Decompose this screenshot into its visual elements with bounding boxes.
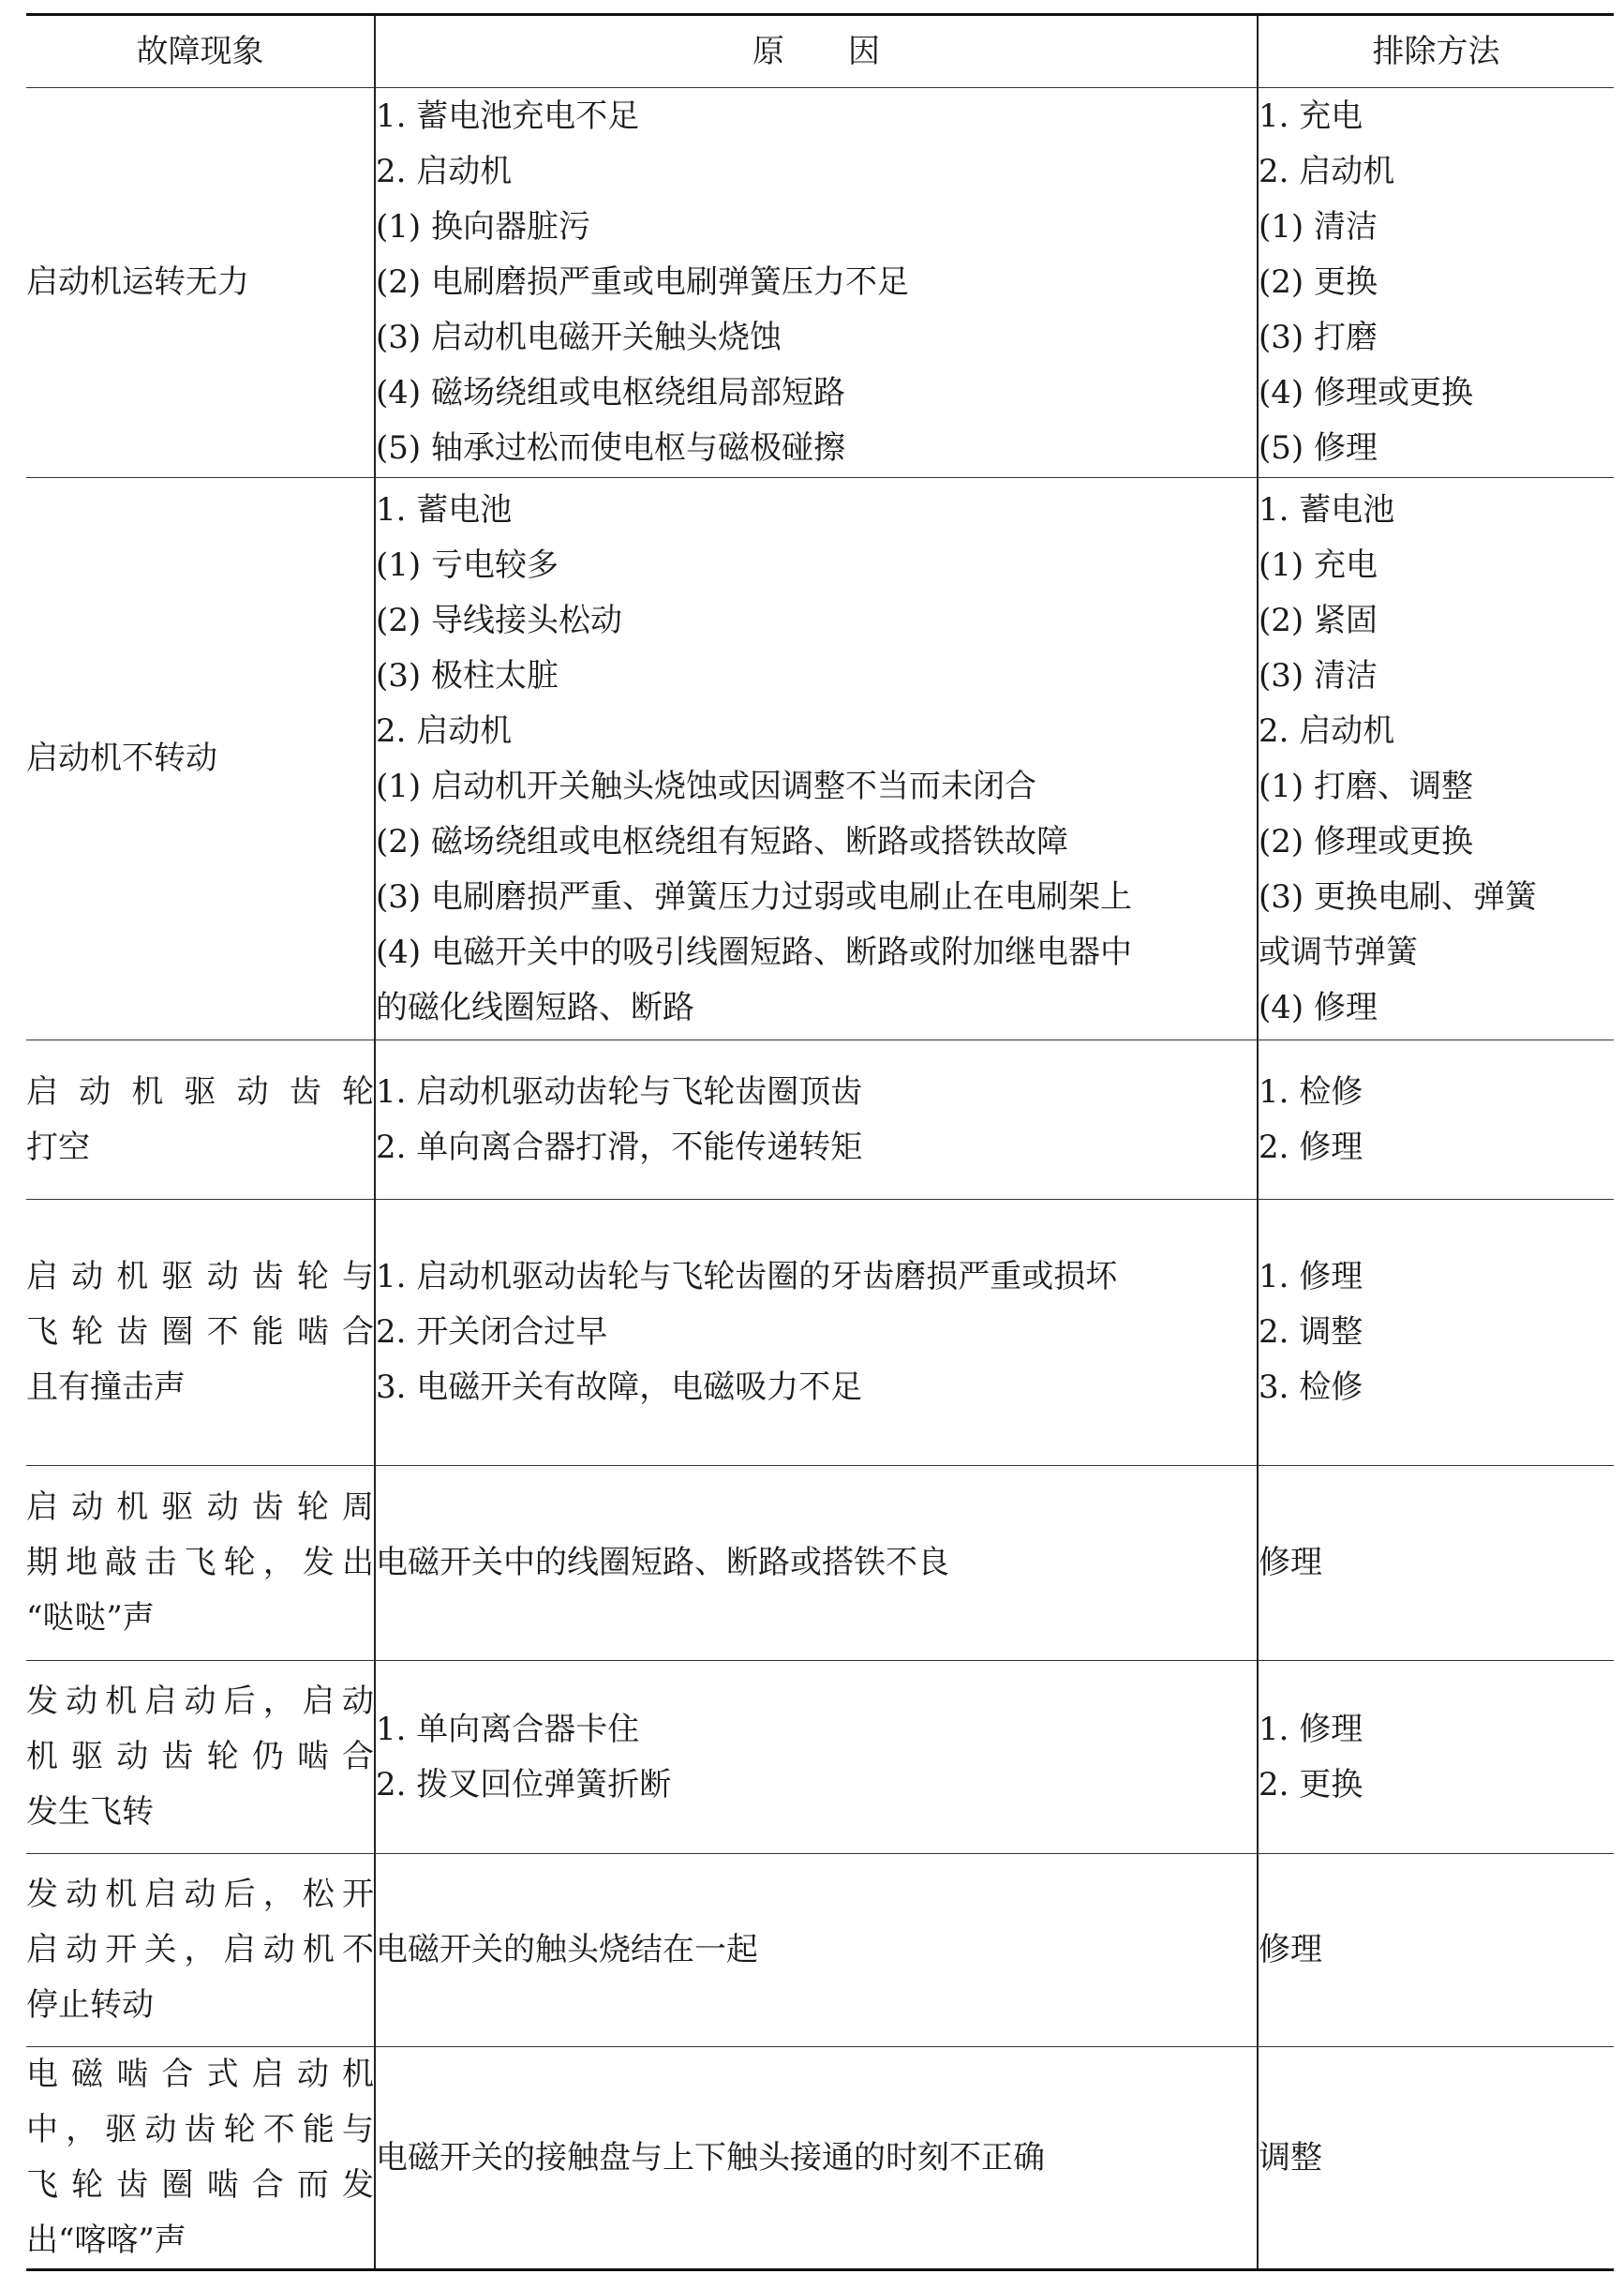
reason-line: 2. 启动机: [376, 711, 513, 750]
symptom-line: 发动机启动后，松开: [26, 1876, 374, 1913]
table-row: [26, 2047, 1614, 2270]
symptom-line: 飞轮齿圈啮合而发: [26, 2166, 374, 2204]
remedy-cell: [1258, 1040, 1614, 1200]
reason-cell: [375, 1854, 1258, 2047]
reason-line: 1. 启动机驱动齿轮与飞轮齿圈顶齿: [376, 1072, 863, 1111]
remedy-cell: [1258, 478, 1614, 1040]
table-row: [26, 1040, 1614, 1200]
reason-line: (1) 换向器脏污: [376, 208, 590, 246]
reason-line: 2. 启动机: [376, 153, 513, 190]
reason-cell: [375, 1040, 1258, 1200]
remedy-line: 3. 检修: [1259, 1369, 1363, 1406]
reason-line: (4) 磁场绕组或电枢绕组局部短路: [376, 374, 845, 411]
reason-line: (5) 轴承过松而使电枢与磁极碰擦: [376, 429, 845, 467]
symptom-line: 启动机驱动齿轮周: [26, 1489, 374, 1526]
fault-troubleshooting-table: [26, 13, 1614, 2271]
symptom-cell: [26, 1200, 375, 1466]
remedy-line: 1. 蓄电池: [1259, 490, 1395, 529]
table-row: [26, 88, 1614, 478]
reason-line: (4) 电磁开关中的吸引线圈短路、断路或附加继电器中: [376, 933, 1132, 971]
remedy-line: (3) 更换电刷、弹簧: [1259, 877, 1537, 916]
remedy-cell: [1258, 1854, 1614, 2047]
reason-line: (2) 电刷磨损严重或电刷弹簧压力不足: [376, 263, 909, 301]
symptom-line: 启动机驱动齿轮: [26, 1072, 374, 1111]
symptom-cell: [26, 478, 375, 1040]
remedy-cell: [1258, 1661, 1614, 1854]
reason-line: 1. 启动机驱动齿轮与飞轮齿圈的牙齿磨损严重或损坏: [376, 1258, 1118, 1295]
remedy-line: 2. 调整: [1259, 1313, 1363, 1351]
remedy-line: (2) 紧固: [1259, 601, 1378, 639]
remedy-cell: [1258, 2047, 1614, 2270]
reason-line: (1) 亏电较多: [376, 546, 559, 584]
reason-cell: [375, 1466, 1258, 1661]
symptom-line: “哒哒”声: [26, 1599, 155, 1637]
reason-line: 2. 开关闭合过早: [376, 1313, 608, 1351]
remedy-line: (5) 修理: [1259, 429, 1378, 467]
remedy-line: 1. 修理: [1259, 1710, 1363, 1748]
reason-line: (2) 磁场绕组或电枢绕组有短路、断路或搭铁故障: [376, 822, 1068, 860]
reason-cell: [375, 1661, 1258, 1854]
reason-line: (2) 导线接头松动: [376, 601, 622, 639]
reason-line: 1. 蓄电池充电不足: [376, 97, 640, 135]
reason-cell: [375, 1200, 1258, 1466]
header-remedy: 排除方法: [1258, 15, 1614, 88]
symptom-cell: [26, 88, 375, 478]
header-symptom: 故障现象: [26, 15, 375, 88]
remedy-line: (4) 修理: [1259, 988, 1378, 1026]
symptom-cell: [26, 2047, 375, 2270]
remedy-line: 或调节弹簧: [1259, 933, 1418, 971]
remedy-cell: [1258, 88, 1614, 478]
symptom-cell: [26, 1466, 375, 1661]
remedy-line: 调整: [1259, 2138, 1322, 2177]
table-row: [26, 1466, 1614, 1661]
reason-cell: [375, 88, 1258, 478]
symptom-line: 且有撞击声: [26, 1369, 186, 1406]
symptom-cell: [26, 1040, 375, 1200]
remedy-line: 2. 启动机: [1259, 711, 1395, 750]
symptom-line: 发动机启动后，启动: [26, 1683, 374, 1720]
table-row: [26, 478, 1614, 1040]
symptom-line: 飞轮齿圈不能啮合: [26, 1313, 374, 1351]
symptom-line: 打空: [26, 1128, 90, 1166]
symptom-line: 电磁啮合式启动机: [26, 2056, 374, 2093]
remedy-line: 1. 修理: [1259, 1258, 1363, 1295]
reason-line: 2. 拨叉回位弹簧折断: [376, 1765, 672, 1803]
remedy-line: 2. 更换: [1259, 1765, 1363, 1803]
reason-line: 电磁开关中的线圈短路、断路或搭铁不良: [376, 1544, 949, 1581]
symptom-line: 中，驱动齿轮不能与: [26, 2111, 374, 2148]
remedy-line: (1) 充电: [1259, 546, 1378, 584]
reason-line: 2. 单向离合器打滑，不能传递转矩: [376, 1128, 863, 1166]
reason-cell: [375, 478, 1258, 1040]
remedy-line: (3) 打磨: [1259, 319, 1378, 356]
remedy-line: (1) 清洁: [1259, 208, 1378, 246]
remedy-line: 1. 检修: [1259, 1072, 1363, 1111]
remedy-line: 修理: [1259, 1544, 1322, 1581]
reason-line: 电磁开关的触头烧结在一起: [376, 1931, 758, 1968]
symptom-line: 发生飞转: [26, 1793, 154, 1831]
reason-line: (3) 极柱太脏: [376, 656, 559, 695]
remedy-line: 修理: [1259, 1931, 1322, 1968]
symptom-line: 启动机驱动齿轮与: [26, 1258, 374, 1295]
symptom-line: 期地敲击飞轮，发出: [26, 1544, 374, 1581]
remedy-line: (1) 打磨、调整: [1259, 767, 1473, 805]
remedy-cell: [1258, 1200, 1614, 1466]
remedy-line: (4) 修理或更换: [1259, 374, 1473, 411]
symptom-line: 机驱动齿轮仍啮合: [26, 1738, 374, 1775]
symptom-line: 启动开关，启动机不: [26, 1931, 374, 1968]
remedy-line: 1. 充电: [1259, 97, 1363, 135]
remedy-cell: [1258, 1466, 1614, 1661]
remedy-line: 2. 启动机: [1259, 153, 1395, 190]
table-row: [26, 1200, 1614, 1466]
reason-line: 的磁化线圈短路、断路: [376, 988, 694, 1026]
remedy-line: (2) 更换: [1259, 263, 1378, 301]
symptom-cell: [26, 1854, 375, 2047]
remedy-line: (2) 修理或更换: [1259, 822, 1473, 860]
reason-cell: [375, 2047, 1258, 2270]
remedy-line: 2. 修理: [1259, 1128, 1363, 1166]
header-reason: 原 因: [375, 15, 1258, 88]
table-header-row: [26, 15, 1614, 88]
reason-line: 1. 单向离合器卡住: [376, 1710, 640, 1748]
reason-line: (3) 电刷磨损严重、弹簧压力过弱或电刷止在电刷架上: [376, 877, 1132, 916]
symptom-line: 启动机不转动: [26, 740, 217, 777]
reason-line: (1) 启动机开关触头烧蚀或因调整不当而未闭合: [376, 767, 1036, 805]
symptom-line: 启动机运转无力: [26, 263, 249, 301]
reason-line: 1. 蓄电池: [376, 490, 513, 529]
table-row: [26, 1661, 1614, 1854]
symptom-line: 出“喀喀”声: [26, 2222, 186, 2259]
symptom-line: 停止转动: [26, 1986, 154, 2024]
reason-line: 电磁开关的接触盘与上下触头接通的时刻不正确: [376, 2138, 1045, 2177]
reason-line: 3. 电磁开关有故障，电磁吸力不足: [376, 1369, 863, 1406]
table-row: [26, 1854, 1614, 2047]
reason-line: (3) 启动机电磁开关触头烧蚀: [376, 319, 782, 356]
remedy-line: (3) 清洁: [1259, 656, 1378, 695]
symptom-cell: [26, 1661, 375, 1854]
